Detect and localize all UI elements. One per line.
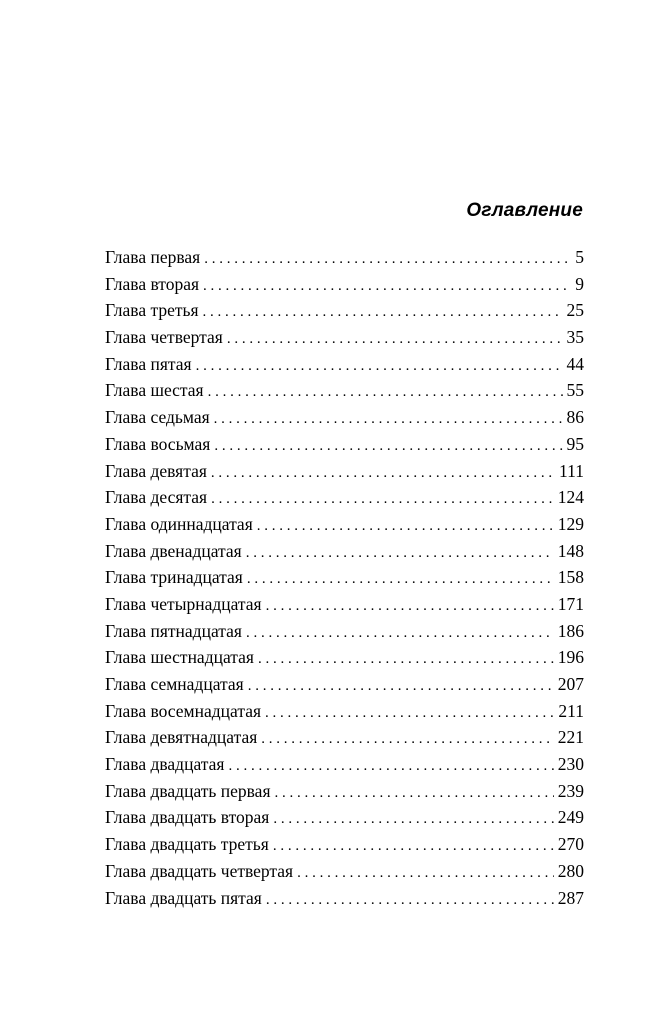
toc-list: [105, 244, 584, 911]
toc-entry: [105, 458, 584, 485]
toc-entry-page-number: 124: [557, 487, 584, 508]
toc-entry: [105, 831, 584, 858]
toc-entry: [105, 271, 584, 298]
toc-entry: [105, 404, 584, 431]
toc-entry-page-number: 55: [566, 380, 584, 401]
toc-entry-page-number: 158: [557, 567, 584, 588]
toc-entry: [105, 244, 584, 271]
dot-leader: [228, 753, 553, 780]
toc-entry: [105, 858, 584, 885]
toc-entry: [105, 511, 584, 538]
toc-entry-title: Глава шестнадцатая: [105, 647, 254, 668]
toc-entry: [105, 885, 584, 912]
toc-entry-title: Глава одиннадцатая: [105, 513, 253, 534]
dot-leader: [297, 860, 554, 887]
toc-entry-page-number: 230: [557, 754, 584, 775]
dot-leader: [275, 780, 554, 807]
dot-leader: [214, 406, 563, 433]
toc-entry-title: Глава десятая: [105, 487, 208, 508]
dot-leader: [203, 273, 571, 300]
toc-entry-page-number: 207: [557, 674, 584, 694]
toc-entry-title: Глава девятнадцатая: [105, 727, 258, 748]
toc-entry-title: Глава девятая: [105, 460, 207, 481]
dot-leader: [266, 593, 554, 620]
toc-entry-page-number: 129: [557, 513, 584, 534]
toc-entry-title: Глава пятая: [105, 353, 192, 374]
toc-entry: [105, 538, 584, 565]
toc-entry-page-number: 280: [557, 860, 584, 881]
dot-leader: [211, 460, 555, 487]
toc-entry-page-number: 95: [566, 433, 584, 454]
toc-entry: [105, 377, 584, 404]
toc-entry-page-number: 211: [558, 700, 584, 721]
dot-leader: [204, 246, 571, 273]
dot-leader: [266, 887, 554, 914]
toc-entry: [105, 778, 584, 805]
dot-leader: [273, 806, 553, 833]
toc-entry-title: Глава двадцать третья: [105, 834, 269, 855]
toc-entry: [105, 297, 584, 324]
toc-entry-page-number: 25: [566, 300, 584, 321]
toc-entry: [105, 351, 584, 378]
dot-leader: [248, 673, 554, 700]
toc-entry-title: Глава третья: [105, 300, 199, 321]
dot-leader: [214, 433, 562, 460]
dot-leader: [246, 620, 554, 647]
toc-entry-title: Глава пятнадцатая: [105, 620, 242, 641]
toc-entry-title: Глава двадцать пятая: [105, 887, 262, 908]
dot-leader: [258, 646, 554, 673]
toc-entry: [105, 618, 584, 645]
toc-entry: [105, 804, 584, 831]
toc-entry: [105, 751, 584, 778]
dot-leader: [227, 326, 563, 353]
dot-leader: [211, 486, 554, 513]
toc-entry-title: Глава двадцать первая: [105, 780, 271, 801]
toc-entry-page-number: 111: [559, 460, 584, 481]
dot-leader: [273, 833, 554, 860]
toc-entry-title: Глава восемнадцатая: [105, 700, 262, 721]
toc-entry: [105, 671, 584, 698]
toc-entry-title: Глава восьмая: [105, 433, 211, 454]
dot-leader: [203, 299, 563, 326]
toc-entry: [105, 431, 584, 458]
toc-entry-page-number: 186: [557, 620, 584, 641]
dot-leader: [208, 379, 563, 406]
toc-entry-title: Глава седьмая: [105, 407, 210, 428]
toc-entry-title: Глава двадцать четвертая: [105, 860, 294, 881]
toc-entry-page-number: 287: [557, 887, 584, 908]
toc-entry-page-number: 5: [575, 247, 584, 267]
toc-entry-page-number: 9: [575, 273, 584, 294]
toc-entry-page-number: 86: [566, 407, 584, 428]
toc-entry: [105, 564, 584, 591]
toc-entry-title: Глава шестая: [105, 380, 204, 401]
toc-entry-title: Глава тринадцатая: [105, 567, 243, 588]
toc-entry-page-number: 270: [557, 834, 584, 855]
toc-entry-title: Глава семнадцатая: [105, 674, 244, 694]
toc-entry: [105, 591, 584, 618]
toc-entry-page-number: 239: [557, 780, 584, 801]
toc-entry: [105, 484, 584, 511]
toc-entry: [105, 698, 584, 725]
dot-leader: [261, 726, 553, 753]
toc-entry-title: Глава четырнадцатая: [105, 593, 262, 614]
dot-leader: [196, 353, 563, 380]
toc-entry-page-number: 221: [557, 727, 584, 748]
toc-entry-title: Глава первая: [105, 247, 201, 267]
toc-entry-title: Глава двенадцатая: [105, 540, 242, 561]
toc-entry-title: Глава двадцатая: [105, 754, 225, 775]
toc-entry: [105, 324, 584, 351]
toc-entry-title: Глава вторая: [105, 273, 200, 294]
toc-entry-page-number: 148: [557, 540, 584, 561]
toc-heading: Оглавление: [466, 200, 583, 221]
toc-entry-page-number: 171: [557, 593, 584, 614]
toc-entry-page-number: 249: [557, 807, 584, 828]
toc-entry-page-number: 35: [566, 327, 584, 348]
dot-leader: [246, 540, 554, 567]
toc-entry-page-number: 44: [566, 353, 584, 374]
toc-entry: [105, 724, 584, 751]
toc-entry-title: Глава двадцать вторая: [105, 807, 270, 828]
toc-entry: [105, 644, 584, 671]
dot-leader: [265, 700, 554, 727]
toc-entry-page-number: 196: [557, 647, 584, 668]
dot-leader: [257, 513, 554, 540]
dot-leader: [247, 566, 554, 593]
toc-entry-title: Глава четвертая: [105, 327, 223, 348]
